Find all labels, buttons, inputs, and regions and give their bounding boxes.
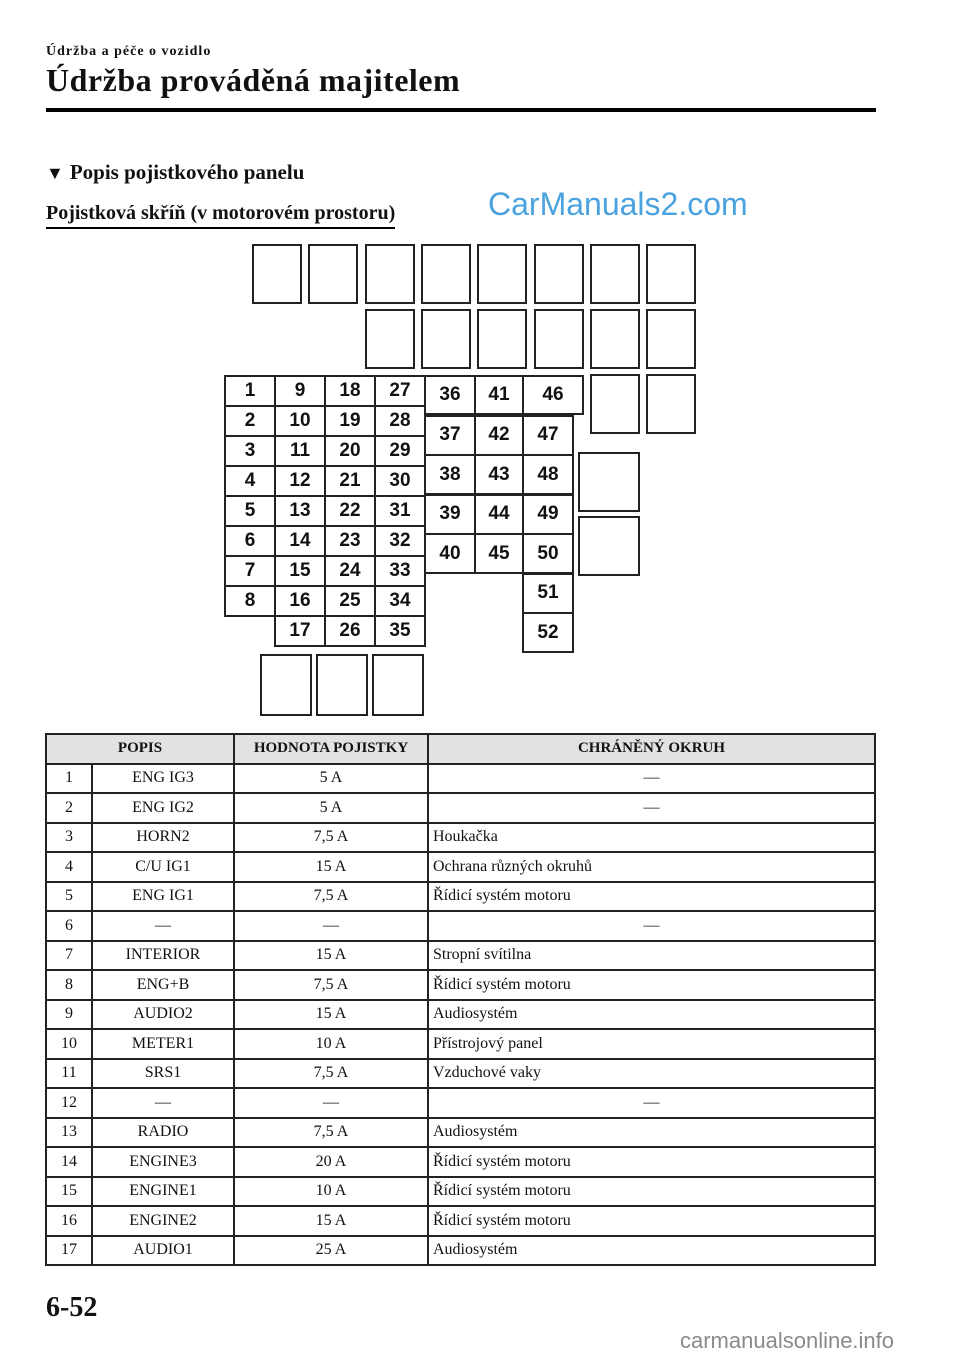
table-row	[46, 852, 875, 882]
fuse-slot: 34	[374, 585, 426, 617]
relay-box	[260, 654, 312, 716]
fuse-number: 1	[46, 764, 92, 794]
fuse-name: ENG IG3	[92, 764, 234, 794]
fuse-circuit: Řídicí systém motoru	[428, 882, 875, 912]
fuse-slot: 42	[474, 415, 524, 456]
breadcrumb: Údržba a péče o vozidlo	[46, 44, 212, 59]
fuse-slot: 28	[374, 405, 426, 437]
fuse-value: 15 A	[234, 941, 428, 971]
fuse-slot: 32	[374, 525, 426, 557]
table-row	[46, 941, 875, 971]
fuse-number: 17	[46, 1236, 92, 1266]
fuse-name: C/U IG1	[92, 852, 234, 882]
relay-box	[372, 654, 424, 716]
relay-box	[365, 244, 415, 304]
fuse-slot: 22	[324, 495, 376, 527]
fuse-slot: 23	[324, 525, 376, 557]
relay-box	[578, 452, 640, 512]
table-row	[46, 911, 875, 941]
table-row	[46, 970, 875, 1000]
fuse-number: 3	[46, 823, 92, 853]
fuse-slot: 26	[324, 615, 376, 647]
fuse-circuit: Vzduchové vaky	[428, 1059, 875, 1089]
page-number: 6-52	[46, 1292, 98, 1323]
fuse-number: 16	[46, 1206, 92, 1236]
fuse-slot: 4	[224, 465, 276, 497]
fuse-name: METER1	[92, 1029, 234, 1059]
fuse-circuit: Řídicí systém motoru	[428, 970, 875, 1000]
relay-box	[252, 244, 302, 304]
relay-box	[590, 309, 640, 369]
fuse-value: 20 A	[234, 1147, 428, 1177]
relay-box	[590, 374, 640, 434]
table-row	[46, 1088, 875, 1118]
fuse-slot: 19	[324, 405, 376, 437]
table-row	[46, 764, 875, 794]
fuse-value: 7,5 A	[234, 823, 428, 853]
fuse-value: 5 A	[234, 764, 428, 794]
fuse-circuit: Řídicí systém motoru	[428, 1177, 875, 1207]
relay-box	[590, 244, 640, 304]
fuse-circuit: Houkačka	[428, 823, 875, 853]
fuse-slot: 33	[374, 555, 426, 587]
fuse-slot: 9	[274, 375, 326, 407]
fuse-slot: 3	[224, 435, 276, 467]
relay-box	[534, 309, 584, 369]
fuse-slot: 31	[374, 495, 426, 527]
fuse-name: ENGINE2	[92, 1206, 234, 1236]
fuse-slot: 13	[274, 495, 326, 527]
fuse-slot: 37	[424, 415, 476, 456]
col-header-protected-circuit: CHRÁNĚNÝ OKRUH	[428, 734, 875, 764]
fuse-name: ENG IG2	[92, 793, 234, 823]
fuse-name: ENG+B	[92, 970, 234, 1000]
fuse-circuit: Audiosystém	[428, 1000, 875, 1030]
page-title: Údržba prováděná majitelem	[46, 62, 461, 98]
triangle-down-icon: ▼	[46, 163, 64, 183]
fuse-number: 12	[46, 1088, 92, 1118]
relay-box	[421, 309, 471, 369]
relay-box	[421, 244, 471, 304]
fuse-number: 2	[46, 793, 92, 823]
fuse-number: 10	[46, 1029, 92, 1059]
fuse-slot: 36	[424, 375, 476, 415]
fuse-slot: 44	[474, 494, 524, 535]
relay-box	[308, 244, 358, 304]
fuse-circuit: —	[428, 1088, 875, 1118]
fuse-slot: 35	[374, 615, 426, 647]
fuse-slot: 49	[522, 494, 574, 535]
relay-box	[316, 654, 368, 716]
fuse-value: 7,5 A	[234, 1118, 428, 1148]
fuse-slot: 39	[424, 494, 476, 535]
fuse-slot: 5	[224, 495, 276, 527]
fuse-slot: 2	[224, 405, 276, 437]
sub-heading: Pojistková skříň (v motorovém prostoru)	[46, 202, 395, 229]
fuse-name: AUDIO1	[92, 1236, 234, 1266]
fuse-slot: 43	[474, 454, 524, 495]
fuse-number: 11	[46, 1059, 92, 1089]
fuse-slot: 15	[274, 555, 326, 587]
fuse-slot: 10	[274, 405, 326, 437]
fuse-slot: 17	[274, 615, 326, 647]
fuse-value: 15 A	[234, 1000, 428, 1030]
table-row	[46, 1177, 875, 1207]
fuse-number: 4	[46, 852, 92, 882]
fuse-value: 7,5 A	[234, 882, 428, 912]
fuse-value: —	[234, 911, 428, 941]
fuse-slot: 41	[474, 375, 524, 415]
relay-box	[365, 309, 415, 369]
fuse-value: 7,5 A	[234, 1059, 428, 1089]
fuse-name: ENGINE3	[92, 1147, 234, 1177]
table-row	[46, 1206, 875, 1236]
fuse-number: 13	[46, 1118, 92, 1148]
table-row	[46, 1029, 875, 1059]
fuse-value: —	[234, 1088, 428, 1118]
table-row	[46, 1059, 875, 1089]
relay-box	[646, 244, 696, 304]
fuse-value: 5 A	[234, 793, 428, 823]
fuse-slot: 21	[324, 465, 376, 497]
fuse-number: 15	[46, 1177, 92, 1207]
fuse-number: 6	[46, 911, 92, 941]
fuse-slot: 46	[522, 375, 584, 415]
fuse-name: —	[92, 1088, 234, 1118]
footer-watermark: carmanualsonline.info	[680, 1328, 895, 1353]
fuse-table	[45, 733, 876, 1266]
fuse-slot: 45	[474, 533, 524, 574]
fuse-value: 15 A	[234, 1206, 428, 1236]
fuse-number: 8	[46, 970, 92, 1000]
fuse-slot: 29	[374, 435, 426, 467]
fuse-slot: 25	[324, 585, 376, 617]
fuse-value: 15 A	[234, 852, 428, 882]
fuse-slot: 52	[522, 612, 574, 653]
fuse-slot: 16	[274, 585, 326, 617]
fuse-circuit: Audiosystém	[428, 1236, 875, 1266]
fuse-slot: 50	[522, 533, 574, 574]
fuse-value: 25 A	[234, 1236, 428, 1266]
fuse-number: 5	[46, 882, 92, 912]
fuse-circuit: Řídicí systém motoru	[428, 1206, 875, 1236]
fuse-name: HORN2	[92, 823, 234, 853]
fuse-slot: 20	[324, 435, 376, 467]
fuse-slot: 51	[522, 573, 574, 614]
relay-box	[578, 516, 640, 576]
section-heading-text: Popis pojistkového panelu	[69, 160, 305, 184]
fuse-circuit: —	[428, 911, 875, 941]
col-header-fuse-value: HODNOTA POJISTKY	[234, 734, 428, 764]
fuse-circuit: Audiosystém	[428, 1118, 875, 1148]
fuse-slot: 11	[274, 435, 326, 467]
fuse-name: AUDIO2	[92, 1000, 234, 1030]
relay-box	[477, 309, 527, 369]
table-row	[46, 1147, 875, 1177]
fuse-slot: 40	[424, 533, 476, 574]
fuse-circuit: —	[428, 793, 875, 823]
fuse-slot: 8	[224, 585, 276, 617]
fuse-name: INTERIOR	[92, 941, 234, 971]
col-header-description: POPIS	[46, 734, 234, 764]
fuse-circuit: Stropní svítilna	[428, 941, 875, 971]
fuse-name: —	[92, 911, 234, 941]
fuse-slot: 27	[374, 375, 426, 407]
table-row	[46, 1118, 875, 1148]
table-header-row	[46, 734, 875, 764]
fuse-name: ENGINE1	[92, 1177, 234, 1207]
fuse-number: 14	[46, 1147, 92, 1177]
table-row	[46, 823, 875, 853]
relay-box	[646, 309, 696, 369]
fuse-slot: 30	[374, 465, 426, 497]
fuse-slot: 12	[274, 465, 326, 497]
fuse-slot: 38	[424, 454, 476, 495]
relay-box	[534, 244, 584, 304]
table-row	[46, 882, 875, 912]
fuse-circuit: —	[428, 764, 875, 794]
fuse-slot: 47	[522, 415, 574, 456]
fuse-circuit: Ochrana různých okruhů	[428, 852, 875, 882]
fuse-name: ENG IG1	[92, 882, 234, 912]
relay-box	[646, 374, 696, 434]
fuse-circuit: Přístrojový panel	[428, 1029, 875, 1059]
fuse-slot: 1	[224, 375, 276, 407]
fuse-slot: 48	[522, 454, 574, 495]
fuse-slot: 6	[224, 525, 276, 557]
fuse-slot: 18	[324, 375, 376, 407]
fuse-value: 10 A	[234, 1177, 428, 1207]
fuse-slot: 7	[224, 555, 276, 587]
table-row	[46, 1000, 875, 1030]
watermark: CarManuals2.com	[488, 186, 748, 222]
fuse-number: 7	[46, 941, 92, 971]
fuse-value: 7,5 A	[234, 970, 428, 1000]
fuse-value: 10 A	[234, 1029, 428, 1059]
fuse-name: SRS1	[92, 1059, 234, 1089]
fuse-slot: 14	[274, 525, 326, 557]
fuse-name: RADIO	[92, 1118, 234, 1148]
table-row	[46, 793, 875, 823]
table-row	[46, 1236, 875, 1266]
fuse-number: 9	[46, 1000, 92, 1030]
fuse-slot: 24	[324, 555, 376, 587]
relay-box	[477, 244, 527, 304]
fuse-circuit: Řídicí systém motoru	[428, 1147, 875, 1177]
